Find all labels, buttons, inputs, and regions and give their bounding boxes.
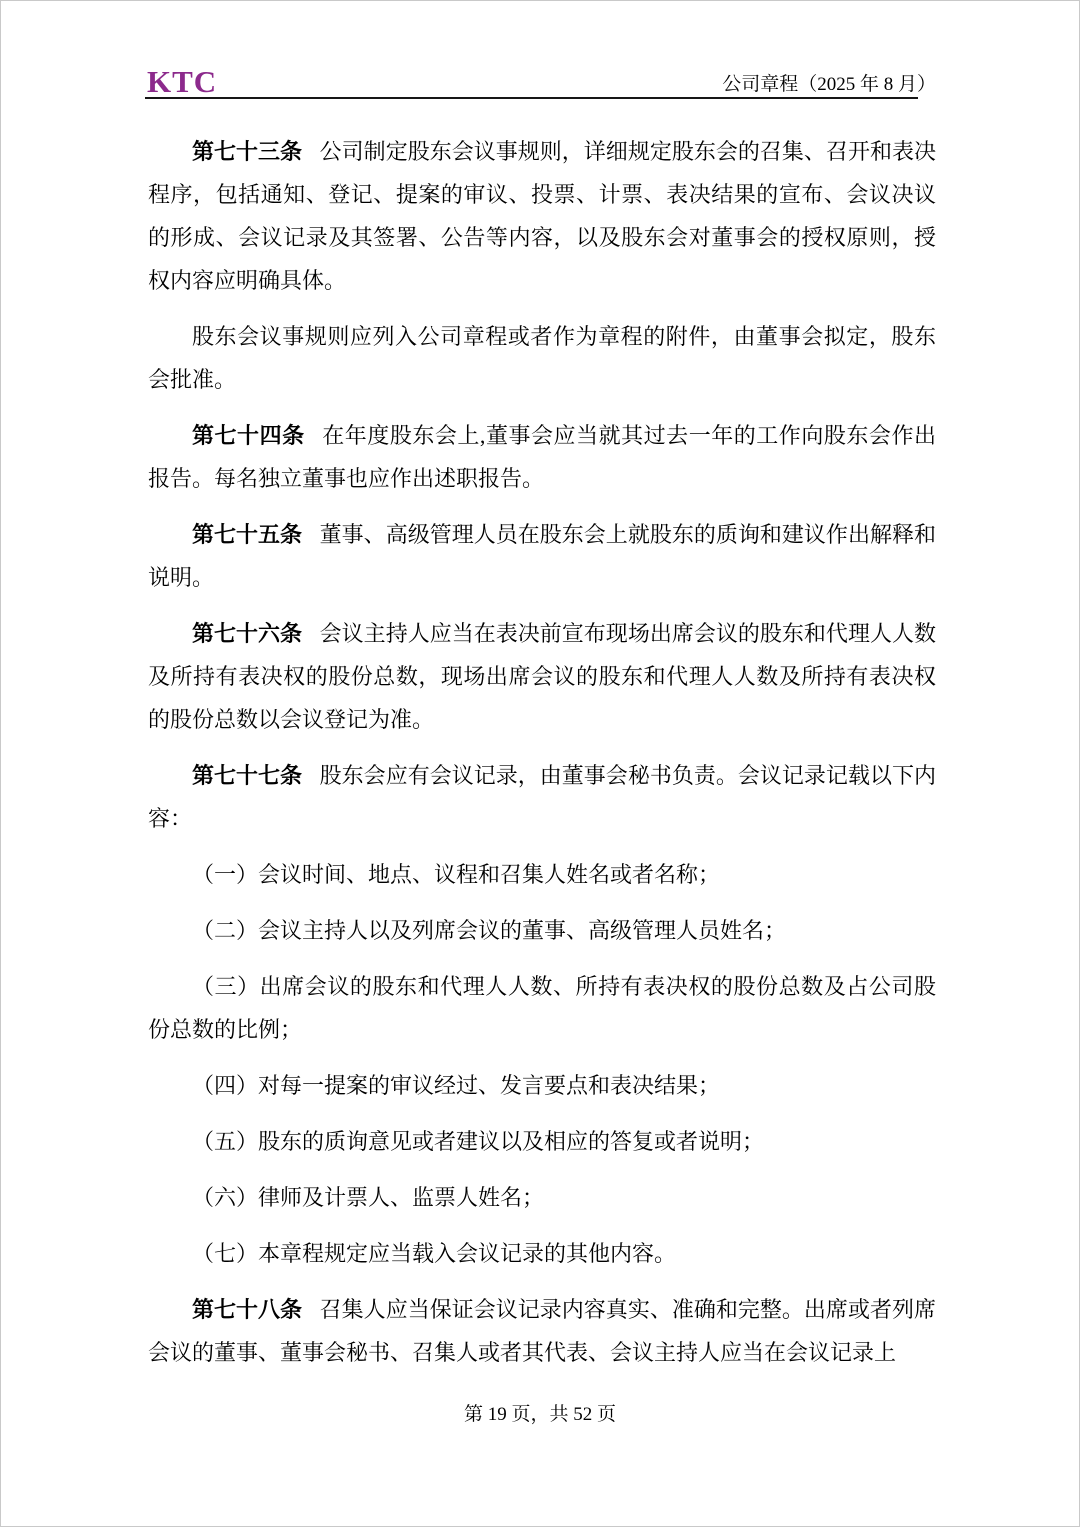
paragraph-text: （二）会议主持人以及列席会议的董事、高级管理人员姓名； xyxy=(192,918,787,943)
page-number: 第 19 页，共 52 页 xyxy=(463,1404,616,1425)
paragraph xyxy=(148,414,936,500)
article-number: 第七十五条 xyxy=(192,522,303,547)
paragraph-text: 公司制定股东会议事规则，详细规定股东会的召集、召开和表决程序，包括通知、登记、提案的审议、投票、计票、表决结果的宣布、会议决议的形成、会议记录及其签署、公告等内容，以及股东会对董事会的授权原则，授权内容应明确具体。 xyxy=(148,139,936,293)
paragraph xyxy=(148,513,936,599)
paragraph xyxy=(148,1120,936,1163)
paragraph xyxy=(148,965,936,1051)
paragraph-text: 股东会应有会议记录，由董事会秘书负责。会议记录记载以下内容： xyxy=(148,763,936,831)
paragraph xyxy=(148,754,936,840)
article-number: 第七十三条 xyxy=(192,139,303,164)
paragraph-text: （一）会议时间、地点、议程和召集人姓名或者名称； xyxy=(192,862,721,887)
paragraph-text: 召集人应当保证会议记录内容真实、准确和完整。出席或者列席会议的董事、董事会秘书、召集人或者其代表、会议主持人应当在会议记录上 xyxy=(148,1297,936,1365)
company-logo: KTC xyxy=(147,64,218,99)
document-body xyxy=(1,99,1079,1374)
paragraph xyxy=(148,1288,936,1374)
paragraph-text: （五）股东的质询意见或者建议以及相应的答复或者说明； xyxy=(192,1129,765,1154)
paragraph-text: 董事、高级管理人员在股东会上就股东的质询和建议作出解释和说明。 xyxy=(148,522,936,590)
paragraph-text: （六）律师及计票人、监票人姓名； xyxy=(192,1185,545,1210)
paragraph xyxy=(148,315,936,401)
article-number: 第七十四条 xyxy=(192,423,305,448)
paragraph xyxy=(148,853,936,896)
paragraph xyxy=(148,1232,936,1275)
page-footer xyxy=(1,1399,1079,1426)
paragraph xyxy=(148,612,936,741)
paragraph xyxy=(148,1064,936,1107)
paragraph xyxy=(148,909,936,952)
paragraph-text: 股东会议事规则应列入公司章程或者作为章程的附件，由董事会拟定，股东会批准。 xyxy=(148,324,936,392)
header-document-title: 公司章程（2025 年 8 月） xyxy=(722,74,936,96)
paragraph xyxy=(148,1176,936,1219)
article-number: 第七十六条 xyxy=(192,621,303,646)
paragraph-text: （七）本章程规定应当载入会议记录的其他内容。 xyxy=(192,1241,677,1266)
paragraph-text: （四）对每一提案的审议经过、发言要点和表决结果； xyxy=(192,1073,721,1098)
paragraph-text: （三）出席会议的股东和代理人人数、所持有表决权的股份总数及占公司股份总数的比例； xyxy=(148,974,936,1042)
article-number: 第七十八条 xyxy=(192,1297,303,1322)
paragraph-text: 会议主持人应当在表决前宣布现场出席会议的股东和代理人人数及所持有表决权的股份总数，现场出席会议的股东和代理人人数及所持有表决权的股份总数以会议登记为准。 xyxy=(148,621,936,732)
paragraph xyxy=(148,130,936,302)
paragraph-text: 在年度股东会上,董事会应当就其过去一年的工作向股东会作出报告。每名独立董事也应作出述职报告。 xyxy=(148,423,936,491)
page-header xyxy=(1,1,1079,97)
article-number: 第七十七条 xyxy=(192,763,303,788)
